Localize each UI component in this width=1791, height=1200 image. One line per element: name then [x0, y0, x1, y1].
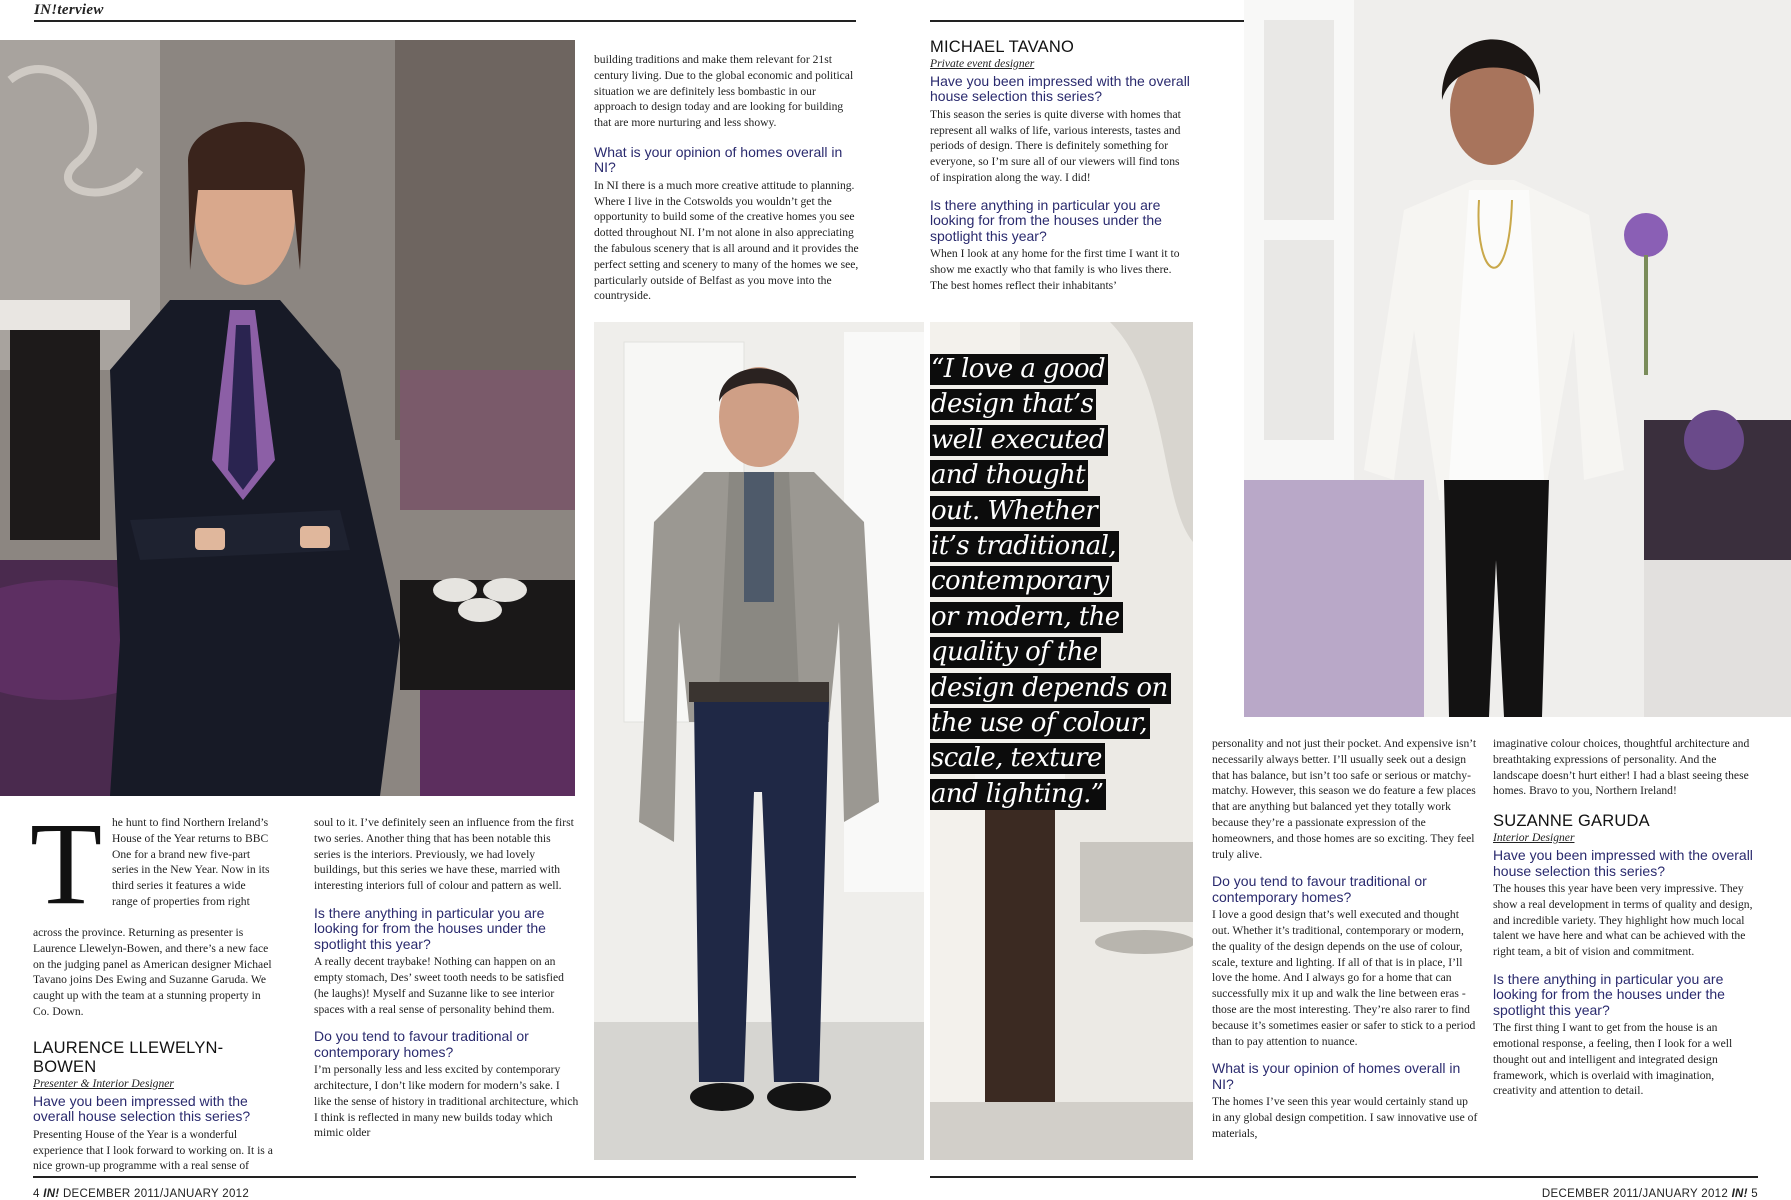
pull-quote-line: it’s traditional, — [930, 529, 1192, 564]
issue-date-left: DECEMBER 2011/JANUARY 2012 — [62, 1188, 250, 1200]
intro-dropcap: T — [30, 798, 103, 929]
intro-text: across the province. Returning as presenter is Laurence Llewelyn-Bowen, and there’s a new face on the judging panel as American designer Michael Tavano joins Des Ewing and Suzanne Garuda. We caught up with the team at a stunning property in Co. Down. — [33, 926, 272, 1018]
michael-role: Private event designer — [930, 57, 1035, 70]
laurence-answer-1-start: Presenting House of the Year is a wonderful experience that I look forward to working on. It is a nice grown-up programme with a real sense of — [33, 1127, 273, 1173]
pull-quote-line: or modern, the — [930, 600, 1192, 635]
suzanne-question-2: Is there anything in particular you are looking for from the houses under the spotlight this year? — [1493, 970, 1725, 1018]
laurence-question-3: Do you tend to favour traditional or contemporary homes? — [314, 1028, 529, 1060]
michael-column-e — [1212, 736, 1478, 1142]
suzanne-name: SUZANNE GARUDA — [1493, 812, 1650, 831]
laurence-section — [33, 1039, 278, 1174]
page-number-right: 5 — [1751, 1188, 1758, 1200]
photo-laurence-illustration — [0, 40, 575, 796]
page-number-left: 4 — [33, 1188, 40, 1200]
photo-suzanne-garuda — [1244, 0, 1791, 717]
pull-quote-line: scale, texture — [930, 741, 1192, 776]
pull-quote-line: design depends on — [930, 671, 1192, 706]
laurence-question-4: What is your opinion of homes overall in NI? — [594, 143, 843, 176]
michael-answer-2-cont: personality and not just their pocket. And expensive isn’t necessarily always better. I’ll usually seek out a design that has balance, but isn’t too safe or serious or matchy-matchy. However, this season we do feature a few places that are anything but balanced yet they totally work because they’re a passionate expression of the homeowners, and those homes are so exciting. They feel truly alive. — [1212, 737, 1477, 861]
running-head-left: IN!terview — [34, 2, 104, 18]
michael-answer-4-start: The homes I’ve seen this year would certainly stand up in any global design competition. I saw innovative use of materials, — [1212, 1095, 1478, 1140]
michael-question-2: Is there anything in particular you are looking for from the houses under the spotlight this year? — [930, 196, 1162, 244]
michael-answer-3: I love a good design that’s well executed and thought out. Whether it’s traditional, contemporary or modern, the quality of the design depends on the use of colour, scale, texture and lighting. If all of that is in place, I’ll love the home. And I always go for a home that can successfully mix it up and walk the line between eras - those are the most interesting. They’re also rarer to find because it’s sometimes easier or safer to stick to a period than to pay attention to nuance. — [1212, 908, 1476, 1048]
pull-quote-line: quality of the — [930, 635, 1192, 670]
michael-question-1: Have you been impressed with the overall house selection this series? — [930, 73, 1190, 105]
suzanne-question-1: Have you been impressed with the overall house selection this series? — [1493, 847, 1753, 879]
header-rule-left — [34, 20, 856, 22]
suzanne-role: Interior Designer — [1493, 831, 1575, 845]
pull-quote-line: well executed — [930, 423, 1192, 458]
michael-question-4: What is your opinion of homes overall in NI? — [1212, 1060, 1461, 1092]
laurence-role: Presenter & Interior Designer — [33, 1077, 174, 1090]
suzanne-answer-1: The houses this year have been very impressive. They show a real development in terms of quality and design, and incredible variety. They highlight how much local talent we have here and what can be achieved with the right team, a bit of vision and commitment. — [1493, 882, 1753, 959]
footer-rule-right — [930, 1176, 1758, 1178]
pull-quote-line: out. Whether — [930, 494, 1192, 529]
michael-question-3: Do you tend to favour traditional or contemporary homes? — [1212, 873, 1427, 905]
pull-quote-line: and lighting.” — [930, 777, 1192, 812]
michael-answer-1: This season the series is quite diverse with homes that represent all walks of life, various interests, tastes and periods of design. There is definitely something for everyone, so I’m sure all of our viewers will find tons of inspiration along the way. I did! — [930, 107, 1181, 184]
laurence-answer-4: In NI there is a much more creative attitude to planning. Where I live in the Cotswolds you wouldn’t get the opportunity to build some of the creative homes you see dotted throughout NI. I’m not alone in also appreciating the fabulous scenery that is all around and it provides the perfect setting and scenery to many of the homes we see, particularly outside of Belfast as you move into the countryside. — [594, 178, 859, 303]
michael-answer-4-cont: imaginative colour choices, thoughtful architecture and breathtaking expressions of personality. And the landscape doesn’t hurt either! I had a blast seeing these homes. Bravo to you, Northern Ireland! — [1493, 737, 1750, 798]
laurence-answer-3-cont: building traditions and make them relevant for 21st century living. Due to the global economic and political situation we are definitely less bombastic in our approach to design today and are looking for building that are more nurturing and less showy. — [594, 53, 854, 130]
pull-quote — [930, 352, 1192, 812]
pull-quote-line: “I love a good — [930, 352, 1192, 387]
laurence-answer-3-start: I’m personally less and less excited by contemporary architecture, I don’t like modern for modern’s sake. I like the sense of history in traditional architecture, which I think is reflected in many new builds today which mimic older — [314, 1063, 579, 1140]
photo-laurence-llewelyn-bowen — [0, 40, 575, 796]
laurence-name: LAURENCE LLEWELYN-BOWEN — [33, 1039, 224, 1076]
laurence-column-c — [594, 52, 859, 304]
footer-rule-left — [33, 1176, 856, 1178]
intro-text-indented: he hunt to find Northern Ireland’s House of the Year returns to BBC One for a brand new five-part series in the New Year. Now in its third series it features a wide range of properties from right — [112, 816, 270, 908]
michael-section — [930, 38, 1192, 293]
michael-name: MICHAEL TAVANO — [930, 38, 1074, 56]
laurence-column-b — [314, 815, 579, 1141]
photo-michael-tavano — [594, 322, 924, 1160]
brand-right: IN! — [1731, 1188, 1748, 1200]
suzanne-answer-2: The first thing I want to get from the house is an emotional response, a feeling, then I look for a well thought out and intelligent and integrated design framework, which is overlaid with imagination, creativity and attention to detail. — [1493, 1021, 1733, 1098]
pull-quote-line: contemporary — [930, 564, 1192, 599]
brand-left: IN! — [43, 1188, 60, 1200]
photo-suzanne-illustration — [1244, 0, 1791, 717]
michael-answer-2-start: When I look at any home for the first time I want it to show me exactly who that family is who lives there. The best homes reflect their inhabitants’ — [930, 247, 1180, 292]
laurence-answer-1-cont: soul to it. I’ve definitely seen an influence from the first two series. Another thing that has been notable this series is the interiors. Previously, we had lovely buildings, but this series we have these, married with interesting interiors full of colour and pattern as well. — [314, 816, 574, 893]
laurence-question-2: Is there anything in particular you are looking for from the houses under the spotlight this year? — [314, 904, 546, 952]
laurence-answer-2: A really decent traybake! Nothing can happen on an empty stomach, Des’ sweet tooth needs to be satisfied (he laughs)! Myself and Suzanne like to see interior spaces with a real sense of personality behind them. — [314, 955, 564, 1016]
issue-date-right: DECEMBER 2011/JANUARY 2012 — [1541, 1188, 1729, 1200]
photo-michael-illustration — [594, 322, 924, 1160]
pull-quote-line: the use of colour, — [930, 706, 1192, 741]
suzanne-column-f — [1493, 736, 1755, 1099]
folio-left — [33, 1188, 249, 1200]
laurence-question-1: Have you been impressed with the overall house selection this series? — [33, 1093, 251, 1125]
pull-quote-line: and thought — [930, 458, 1192, 493]
pull-quote-line: design that’s — [930, 387, 1192, 422]
folio-right — [1542, 1188, 1758, 1200]
